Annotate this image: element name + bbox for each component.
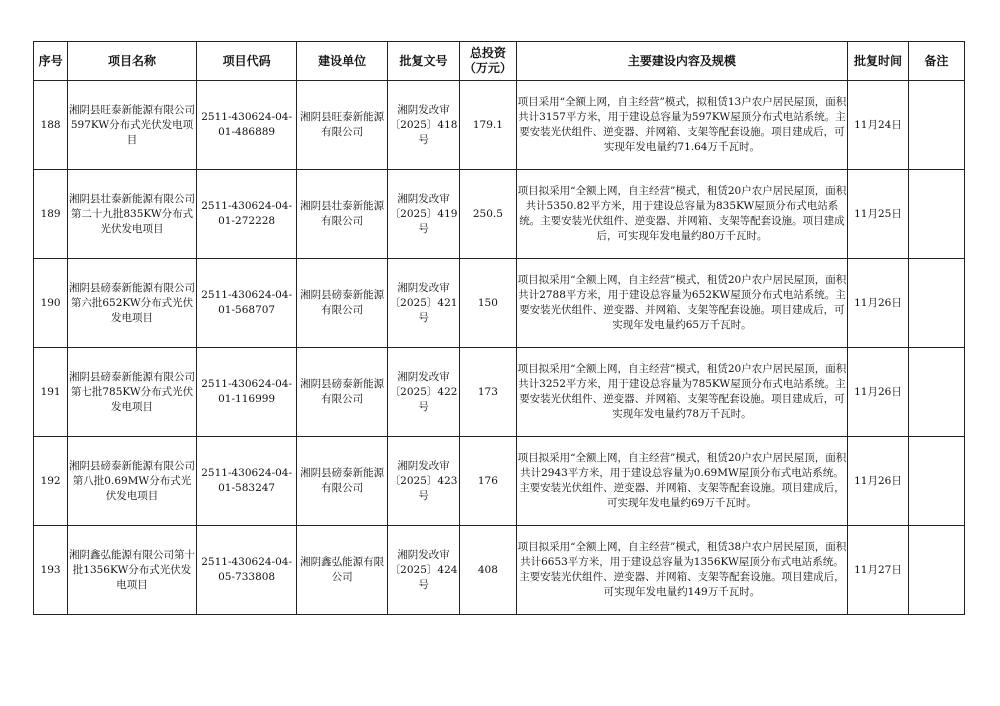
cell-main-content: 项目拟采用“全额上网，自主经营”模式，租赁38户农户居民屋顶，面积共计6653平方米，用于建设总容量为1356KW屋顶分布式电站系统。主要安装光伏组件、逆变器、并网箱、支架等配套设施。项目建成后，可实现年发电量约149万千瓦时。 bbox=[516, 526, 848, 615]
header-project-code: 项目代码 bbox=[196, 42, 297, 81]
cell-seq: 188 bbox=[34, 81, 68, 170]
table-row bbox=[34, 526, 965, 615]
cell-main-content: 项目拟采用“全额上网，自主经营”模式，租赁20户农户居民屋顶，面积共计2788平方米，用于建设总容量为652KW屋顶分布式电站系统。主要安装光伏组件、逆变器、并网箱、支架等配套设施。项目建成后，可实现年发电量约65万千瓦时。 bbox=[516, 259, 848, 348]
cell-total-investment: 173 bbox=[460, 348, 516, 437]
cell-seq: 189 bbox=[34, 170, 68, 259]
cell-seq: 192 bbox=[34, 437, 68, 526]
cell-construction-unit: 湘阴鑫弘能源有限公司 bbox=[297, 526, 387, 615]
cell-seq: 193 bbox=[34, 526, 68, 615]
cell-total-investment: 176 bbox=[460, 437, 516, 526]
cell-project-code: 2511-430624-04-01-486889 bbox=[196, 81, 297, 170]
cell-construction-unit: 湘阴县磅泰新能源有限公司 bbox=[297, 437, 387, 526]
cell-project-name: 湘阴县磅泰新能源有限公司第七批785KW分布式光伏发电项目 bbox=[68, 348, 197, 437]
cell-approval-date: 11月24日 bbox=[848, 81, 908, 170]
cell-project-name: 湘阴县壮泰新能源有限公司第二十九批835KW分布式光伏发电项目 bbox=[68, 170, 197, 259]
cell-main-content: 项目拟采用“全额上网，自主经营”模式，租赁20户农户居民屋顶，面积共计2943平方米，用于建设总容量为0.69MW屋顶分布式电站系统。主要安装光伏组件、逆变器、并网箱、支架等配套设施。项目建成后，可实现年发电量约69万千瓦时。 bbox=[516, 437, 848, 526]
cell-remarks bbox=[908, 170, 964, 259]
cell-project-code: 2511-430624-04-01-583247 bbox=[196, 437, 297, 526]
header-seq: 序号 bbox=[34, 42, 68, 81]
cell-remarks bbox=[908, 81, 964, 170]
project-approval-table bbox=[33, 41, 965, 615]
cell-project-code: 2511-430624-04-01-116999 bbox=[196, 348, 297, 437]
table-header-row bbox=[34, 42, 965, 81]
cell-remarks bbox=[908, 437, 964, 526]
header-approval-doc: 批复文号 bbox=[387, 42, 459, 81]
header-project-name: 项目名称 bbox=[68, 42, 197, 81]
table-row bbox=[34, 170, 965, 259]
cell-project-code: 2511-430624-04-01-568707 bbox=[196, 259, 297, 348]
cell-approval-doc: 湘阴发改审〔2025〕423号 bbox=[387, 437, 459, 526]
table-row bbox=[34, 348, 965, 437]
cell-construction-unit: 湘阴县旺泰新能源有限公司 bbox=[297, 81, 387, 170]
table-row bbox=[34, 437, 965, 526]
header-main-content: 主要建设内容及规模 bbox=[516, 42, 848, 81]
header-total-investment: 总投资（万元） bbox=[460, 42, 516, 81]
header-remarks: 备注 bbox=[908, 42, 964, 81]
cell-construction-unit: 湘阴县壮泰新能源有限公司 bbox=[297, 170, 387, 259]
cell-main-content: 项目采用“全额上网，自主经营”模式，拟租赁13户农户居民屋顶，面积共计3157平方米，用于建设总容量为597KW屋顶分布式电站系统。主要安装光伏组件、逆变器、并网箱、支架等配套设施。项目建成后，可实现年发电量约71.64万千瓦时。 bbox=[516, 81, 848, 170]
cell-remarks bbox=[908, 526, 964, 615]
cell-project-name: 湘阴县磅泰新能源有限公司第六批652KW分布式光伏发电项目 bbox=[68, 259, 197, 348]
cell-approval-date: 11月26日 bbox=[848, 348, 908, 437]
cell-seq: 191 bbox=[34, 348, 68, 437]
cell-approval-doc: 湘阴发改审〔2025〕424号 bbox=[387, 526, 459, 615]
cell-remarks bbox=[908, 348, 964, 437]
cell-approval-doc: 湘阴发改审〔2025〕419号 bbox=[387, 170, 459, 259]
cell-project-name: 湘阴县磅泰新能源有限公司第八批0.69MW分布式光伏发电项目 bbox=[68, 437, 197, 526]
cell-approval-doc: 湘阴发改审〔2025〕421号 bbox=[387, 259, 459, 348]
cell-total-investment: 408 bbox=[460, 526, 516, 615]
cell-approval-date: 11月27日 bbox=[848, 526, 908, 615]
cell-construction-unit: 湘阴县磅泰新能源有限公司 bbox=[297, 259, 387, 348]
cell-project-code: 2511-430624-04-01-272228 bbox=[196, 170, 297, 259]
cell-project-name: 湘阴县旺泰新能源有限公司597KW分布式光伏发电项目 bbox=[68, 81, 197, 170]
cell-seq: 190 bbox=[34, 259, 68, 348]
header-construction-unit: 建设单位 bbox=[297, 42, 387, 81]
cell-total-investment: 250.5 bbox=[460, 170, 516, 259]
table-row bbox=[34, 81, 965, 170]
cell-approval-doc: 湘阴发改审〔2025〕418号 bbox=[387, 81, 459, 170]
table-row bbox=[34, 259, 965, 348]
cell-approval-date: 11月26日 bbox=[848, 259, 908, 348]
cell-main-content: 项目拟采用“全额上网，自主经营”模式，租赁20户农户居民屋顶，面积共计5350.82平方米，用于建设总容量为835KW屋顶分布式电站系统。主要安装光伏组件、逆变器、并网箱、支架等配套设施。项目建成后，可实现年发电量约80万千瓦时。 bbox=[516, 170, 848, 259]
cell-construction-unit: 湘阴县磅泰新能源有限公司 bbox=[297, 348, 387, 437]
cell-remarks bbox=[908, 259, 964, 348]
cell-approval-doc: 湘阴发改审〔2025〕422号 bbox=[387, 348, 459, 437]
cell-main-content: 项目拟采用“全额上网，自主经营”模式，租赁20户农户居民屋顶，面积共计3252平方米，用于建设总容量为785KW屋顶分布式电站系统。主要安装光伏组件、逆变器、并网箱、支架等配套设施。项目建成后，可实现年发电量约78万千瓦时。 bbox=[516, 348, 848, 437]
cell-project-name: 湘阴鑫弘能源有限公司第十批1356KW分布式光伏发电项目 bbox=[68, 526, 197, 615]
cell-approval-date: 11月25日 bbox=[848, 170, 908, 259]
cell-total-investment: 179.1 bbox=[460, 81, 516, 170]
cell-total-investment: 150 bbox=[460, 259, 516, 348]
cell-project-code: 2511-430624-04-05-733808 bbox=[196, 526, 297, 615]
cell-approval-date: 11月26日 bbox=[848, 437, 908, 526]
header-approval-date: 批复时间 bbox=[848, 42, 908, 81]
